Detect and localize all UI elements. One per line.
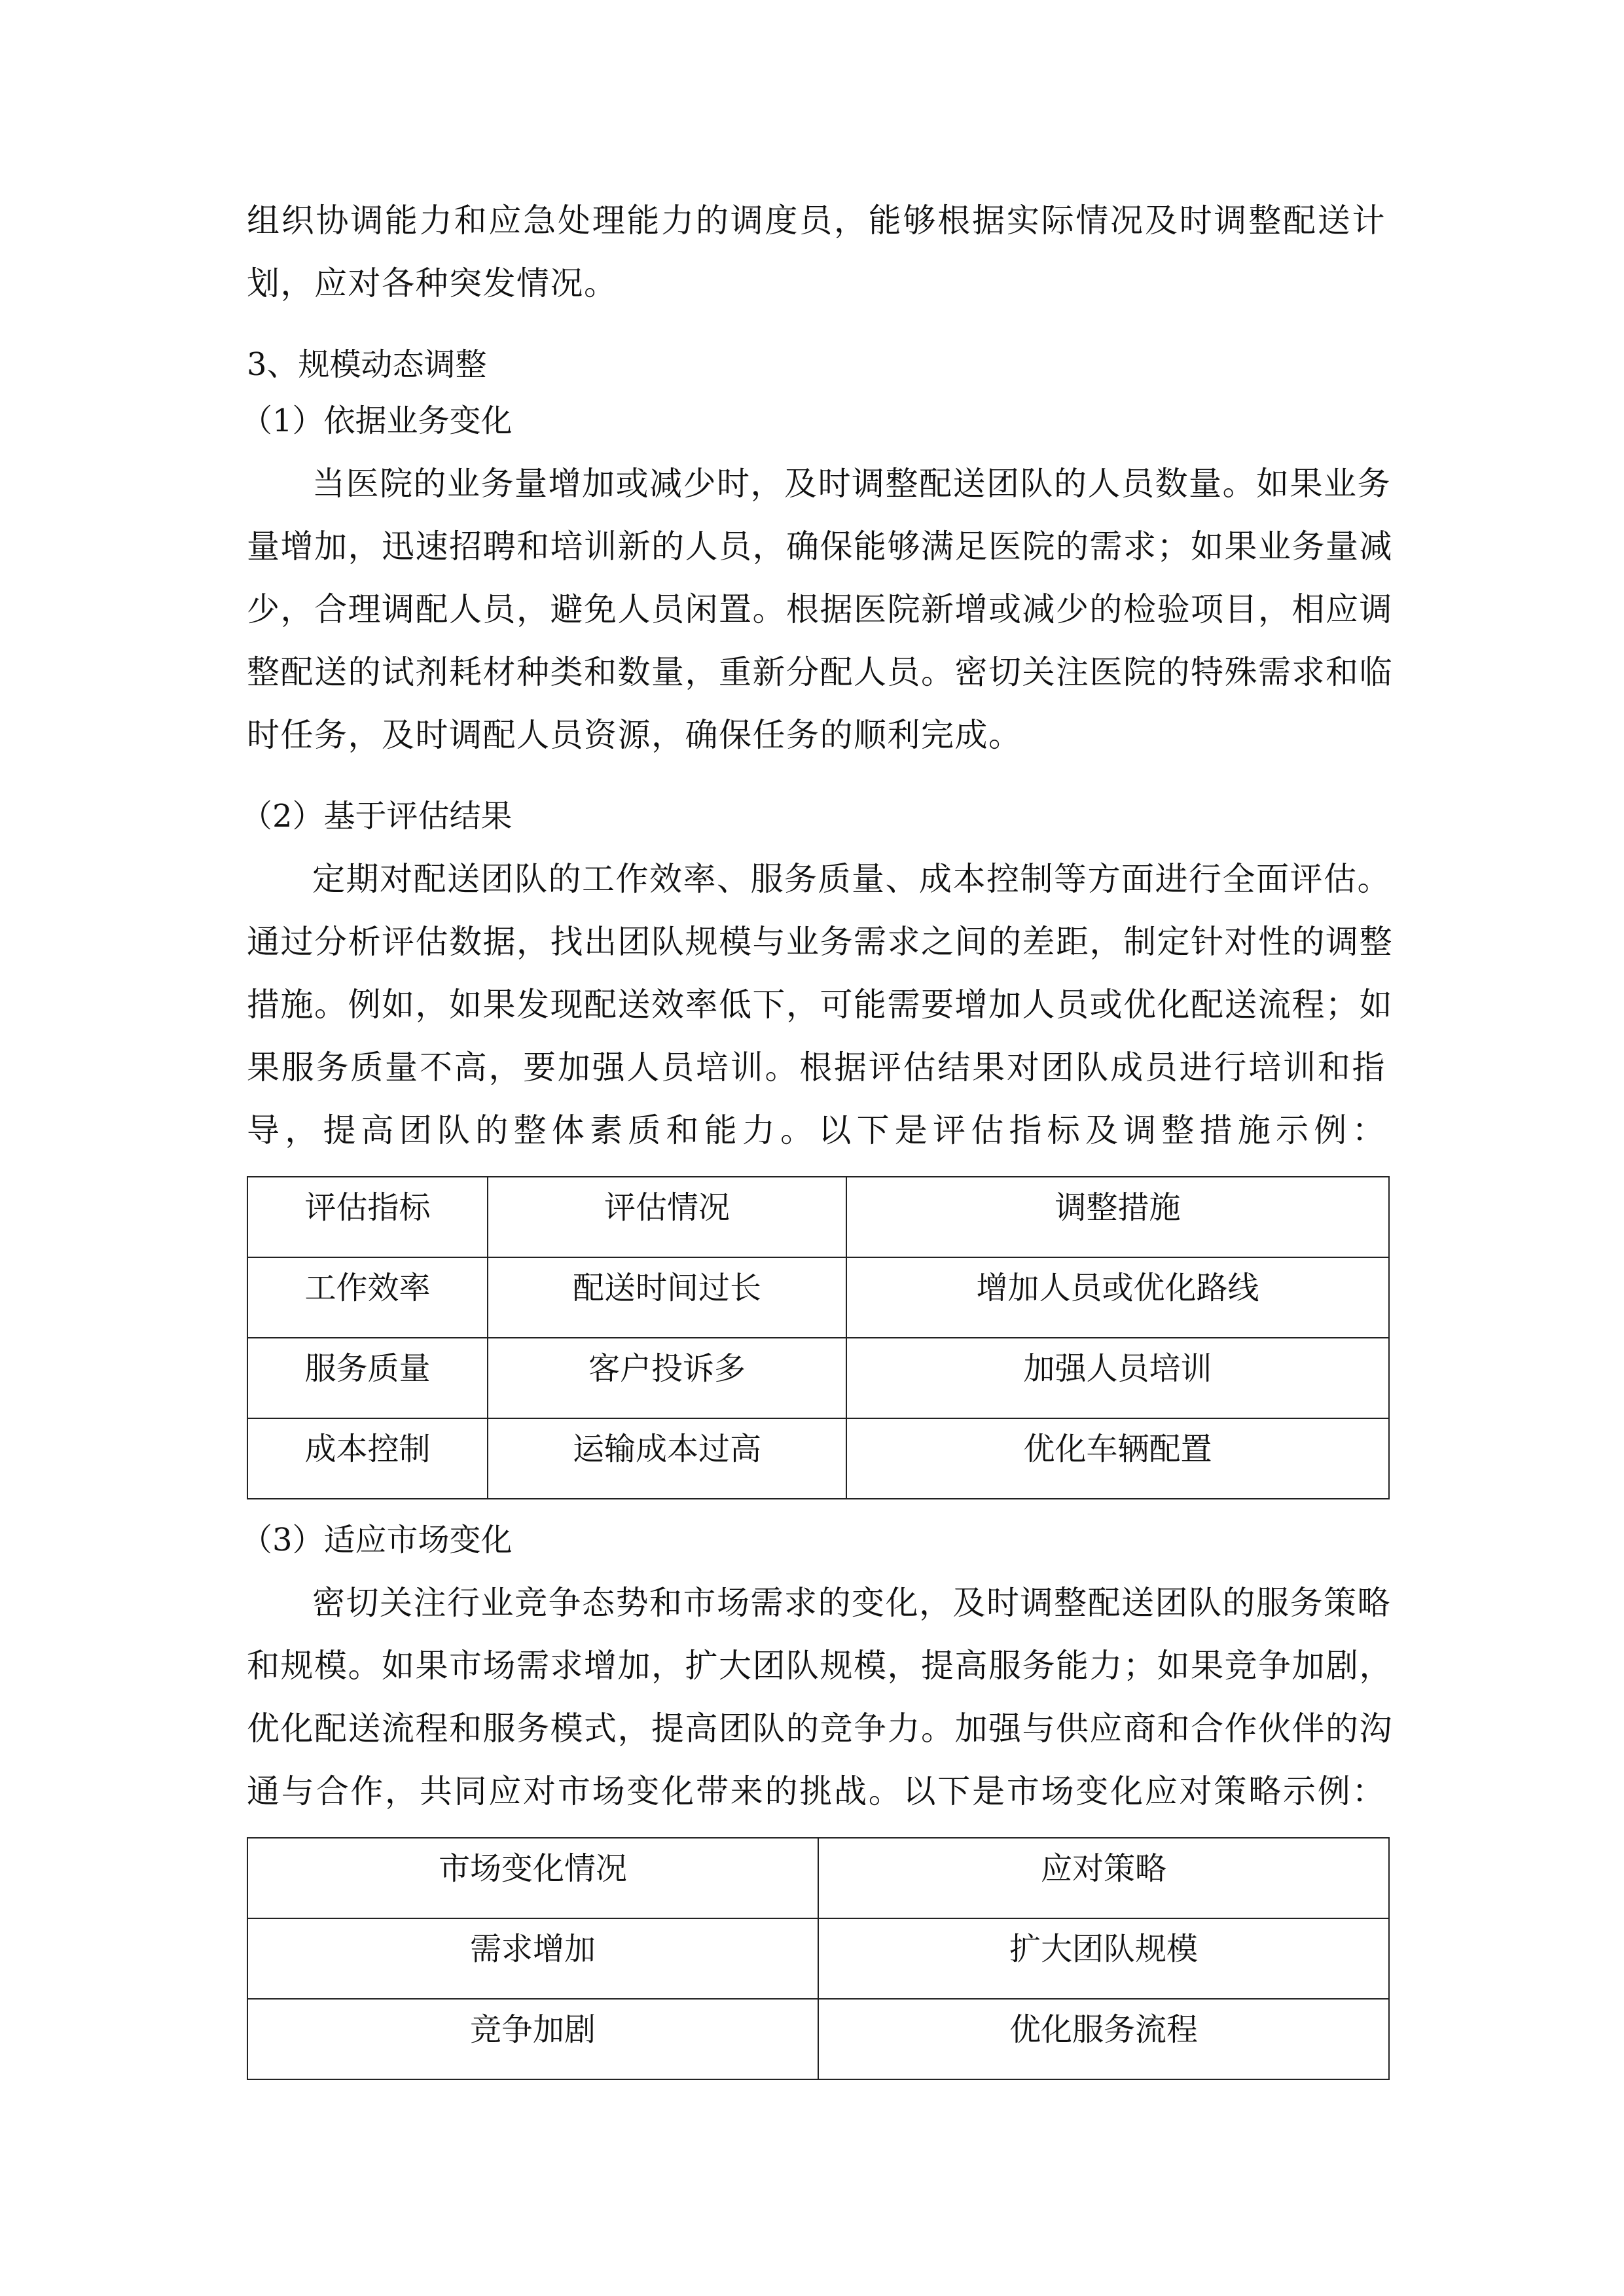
table-header-cell: 市场变化情况 xyxy=(247,1838,818,1918)
table-cell: 竞争加剧 xyxy=(247,1999,818,2079)
paragraph-line: 导，提高团队的整体素质和能力。以下是评估指标及调整措施示例： xyxy=(247,1111,1386,1149)
paragraph-line: 优化配送流程和服务模式，提高团队的竞争力。加强与供应商和合作伙伴的沟 xyxy=(247,1710,1393,1748)
table-header-row xyxy=(247,1838,1389,1918)
section-heading: 3、规模动态调整 xyxy=(247,346,487,383)
subsection-heading: （3）适应市场变化 xyxy=(241,1522,513,1558)
paragraph-line: 量增加，迅速招聘和培训新的人员，确保能够满足医院的需求；如果业务量减 xyxy=(247,528,1393,565)
table-row xyxy=(247,1999,1389,2079)
subsection-heading: （1）依据业务变化 xyxy=(241,403,513,439)
paragraph-line: 通与合作，共同应对市场变化带来的挑战。以下是市场变化应对策略示例： xyxy=(247,1772,1386,1810)
table-header-cell: 应对策略 xyxy=(818,1838,1389,1918)
table-cell: 优化服务流程 xyxy=(818,1999,1389,2079)
table-row xyxy=(247,1418,1389,1499)
paragraph-line: 时任务，及时调配人员资源，确保任务的顺利完成。 xyxy=(247,716,1022,754)
table-row xyxy=(247,1257,1389,1338)
table-cell: 扩大团队规模 xyxy=(818,1918,1389,1999)
table-row xyxy=(247,1918,1389,1999)
table-cell: 客户投诉多 xyxy=(488,1338,846,1418)
table-cell: 增加人员或优化路线 xyxy=(846,1257,1389,1338)
paragraph-line: 整配送的试剂耗材种类和数量，重新分配人员。密切关注医院的特殊需求和临 xyxy=(247,653,1393,691)
evaluation-table xyxy=(247,1176,1390,1499)
market-strategy-table xyxy=(247,1837,1390,2080)
intro-line: 组织协调能力和应急处理能力的调度员，能够根据实际情况及时调整配送计 xyxy=(247,202,1386,240)
paragraph-line: 密切关注行业竞争态势和市场需求的变化，及时调整配送团队的服务策略 xyxy=(312,1584,1391,1622)
table-row xyxy=(247,1338,1389,1418)
paragraph-line: 当医院的业务量增加或减少时，及时调整配送团队的人员数量。如果业务 xyxy=(312,465,1391,503)
table-header-row xyxy=(247,1177,1389,1257)
paragraph-line: 定期对配送团队的工作效率、服务质量、成本控制等方面进行全面评估。 xyxy=(312,860,1391,898)
table-cell: 工作效率 xyxy=(247,1257,488,1338)
subsection-heading: （2）基于评估结果 xyxy=(241,798,513,834)
table-cell: 配送时间过长 xyxy=(488,1257,846,1338)
table-header-cell: 调整措施 xyxy=(846,1177,1389,1257)
table-cell: 加强人员培训 xyxy=(846,1338,1389,1418)
paragraph-line: 少，合理调配人员，避免人员闲置。根据医院新增或减少的检验项目，相应调 xyxy=(247,590,1393,628)
paragraph-line: 通过分析评估数据，找出团队规模与业务需求之间的差距，制定针对性的调整 xyxy=(247,923,1393,961)
table-cell: 优化车辆配置 xyxy=(846,1418,1389,1499)
table-cell: 运输成本过高 xyxy=(488,1418,846,1499)
table-cell: 需求增加 xyxy=(247,1918,818,1999)
paragraph-line: 和规模。如果市场需求增加，扩大团队规模，提高服务能力；如果竞争加剧， xyxy=(247,1647,1393,1685)
table-cell: 服务质量 xyxy=(247,1338,488,1418)
table-header-cell: 评估情况 xyxy=(488,1177,846,1257)
intro-line: 划，应对各种突发情况。 xyxy=(247,264,618,302)
table-cell: 成本控制 xyxy=(247,1418,488,1499)
table-header-cell: 评估指标 xyxy=(247,1177,488,1257)
paragraph-line: 果服务质量不高，要加强人员培训。根据评估结果对团队成员进行培训和指 xyxy=(247,1049,1386,1086)
paragraph-line: 措施。例如，如果发现配送效率低下，可能需要增加人员或优化配送流程；如 xyxy=(247,986,1393,1024)
